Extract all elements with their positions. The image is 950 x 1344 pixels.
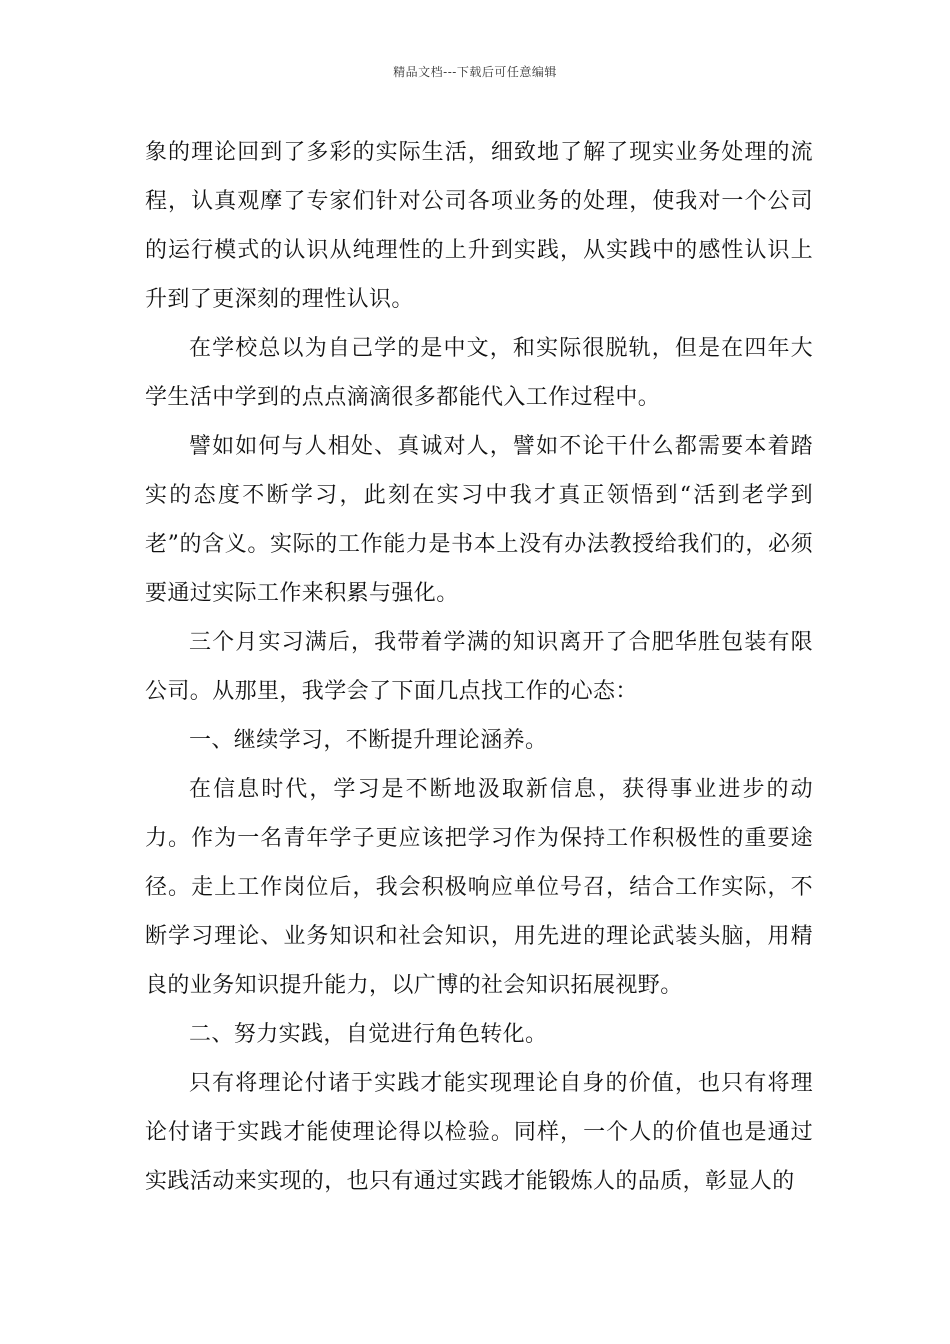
section-heading-2: 二、努力实践，自觉进行角色转化。: [189, 1022, 548, 1047]
paragraph-2: 在学校总以为自己学的是中文，和实际很脱轨，但是在四年大学生活中学到的点点滴滴很多都能代入工作过程中。: [145, 336, 813, 410]
paragraph-3: 譬如如何与人相处、真诚对人，譬如不论干什么都需要本着踏实的态度不断学习，此刻在实习中我才真正领悟到“活到老学到老”的含义。实际的工作能力是书本上没有办法教授给我们的，必须要通过实际工作来积累与强化。: [145, 434, 813, 606]
document-body: [145, 128, 813, 1206]
page-header: 精品文档---下载后可任意编辑: [393, 65, 557, 79]
paragraph-1: 象的理论回到了多彩的实际生活，细致地了解了现实业务处理的流程，认真观摩了专家们针对公司各项业务的处理，使我对一个公司的运行模式的认识从纯理性的上升到实践，从实践中的感性认识上升到了更深刻的理性认识。: [145, 140, 813, 312]
section-heading-1: 一、继续学习，不断提升理论涵养。: [189, 728, 548, 753]
paragraph-5: 在信息时代，学习是不断地汲取新信息，获得事业进步的动力。作为一名青年学子更应该把学习作为保持工作积极性的重要途径。走上工作岗位后，我会积极响应单位号召，结合工作实际，不断学习理论、业务知识和社会知识，用先进的理论武装头脑，用精良的业务知识提升能力，以广博的社会知识拓展视野。: [145, 777, 813, 998]
paragraph-4: 三个月实习满后，我带着学满的知识离开了合肥华胜包装有限公司。从那里，我学会了下面几点找工作的心态：: [145, 630, 813, 704]
paragraph-6: 只有将理论付诸于实践才能实现理论自身的价值，也只有将理论付诸于实践才能使理论得以检验。同样，一个人的价值也是通过实践活动来实现的，也只有通过实践才能锻炼人的品质，彰显人的: [145, 1071, 813, 1194]
